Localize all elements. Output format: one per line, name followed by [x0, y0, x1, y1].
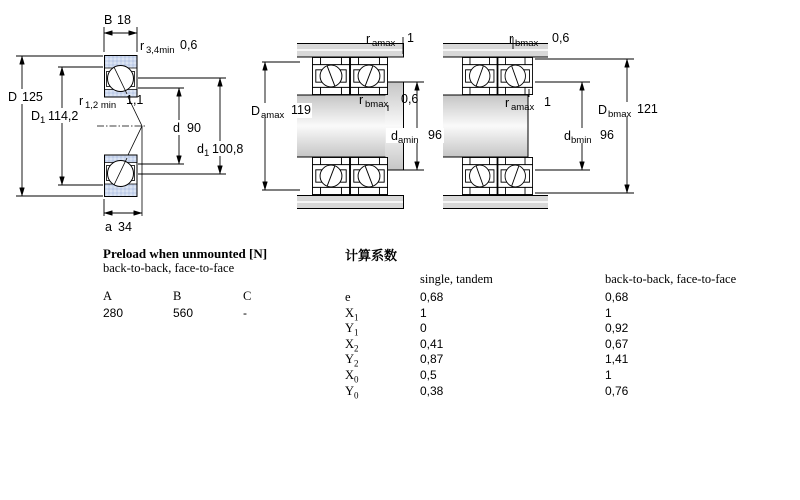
factor-label: $X_0$ — [345, 367, 359, 385]
dim-D1-label: D — [31, 109, 41, 123]
preload-col-A: A — [103, 289, 113, 303]
dim-Dbmax-label: D — [598, 103, 608, 117]
arrangement-a-drawing — [297, 43, 404, 209]
factors-table-title: 计算系数 — [345, 248, 398, 263]
dim-r34-value: 0,6 — [180, 38, 198, 52]
dim-Damax-sub: amax — [261, 110, 285, 121]
dim-r12-sub: 1,2 min — [85, 100, 117, 111]
factor-label: $X_2$ — [345, 336, 359, 354]
factor-value-single: 0,5 — [420, 367, 437, 382]
factor-value-btb: 0,92 — [605, 321, 629, 336]
dim-d1-label: d — [197, 142, 204, 156]
dim-rbmax-value: 0,6 — [552, 31, 570, 45]
dim-d1-sub: 1 — [204, 148, 210, 159]
dim-rbmax-label: r — [359, 93, 364, 107]
dim-rbmax-value: 0,6 — [401, 92, 419, 106]
dim-r34-sub: 3,4min — [146, 45, 175, 56]
dim-ramax-label: r — [366, 32, 371, 46]
factors-header-single: single, tandem — [420, 272, 493, 286]
dim-D-label: D — [8, 90, 18, 104]
factor-value-single: 1 — [420, 305, 427, 320]
factor-label: $Y_0$ — [345, 383, 359, 401]
dim-ramax-value: 1 — [407, 31, 414, 45]
dim-d-label: d — [173, 121, 180, 135]
dim-damin-sub: amin — [398, 135, 419, 146]
preload-value-A: 280 — [103, 306, 124, 320]
dim-D1-value: 114,2 — [48, 109, 79, 123]
left-bearing-section — [97, 56, 147, 217]
dim-B-value: 18 — [117, 13, 131, 27]
factor-value-single: 0,41 — [420, 336, 444, 351]
factor-value-single: 0 — [420, 321, 427, 336]
dim-rbmax-label: r — [509, 32, 514, 46]
bearing-drawings — [0, 0, 800, 245]
left-bearing-labels — [8, 13, 243, 234]
preload-value-B: 560 — [173, 306, 194, 320]
factor-value-btb: 1 — [605, 367, 612, 382]
preload-table — [103, 246, 313, 322]
arrangement-b-drawing — [443, 43, 548, 209]
dim-Dbmax-sub: bmax — [608, 109, 632, 120]
dim-Damax-label: D — [251, 104, 261, 118]
dim-dbmin-sub: bmin — [571, 135, 592, 146]
dim-r12-value: 1,1 — [126, 93, 144, 107]
factor-value-btb: 0,67 — [605, 336, 629, 351]
dim-B-label: B — [104, 13, 113, 27]
preload-table-title: Preload when unmounted [N] — [103, 246, 268, 261]
factor-label: $Y_1$ — [345, 321, 359, 338]
preload-col-B: B — [173, 289, 182, 303]
factor-label: $Y_2$ — [345, 352, 359, 369]
factor-value-btb: 0,68 — [605, 290, 629, 304]
factor-value-single: 0,38 — [420, 383, 444, 398]
preload-table-subtitle: back-to-back, face-to-face — [103, 261, 235, 275]
calculation-factors-table — [345, 248, 800, 399]
factor-value-single: 0,68 — [420, 290, 444, 304]
dim-D-value: 125 — [22, 90, 43, 104]
ball-top — [108, 66, 134, 92]
dim-d1-value: 100,8 — [212, 142, 244, 156]
dim-r12-label: r — [79, 94, 84, 108]
dim-damin-value: 96 — [428, 128, 442, 142]
dim-rbmax-sub: bmax — [365, 99, 389, 110]
dim-a-label: a — [105, 220, 112, 234]
dim-a-value: 34 — [118, 220, 132, 234]
factor-label: $X_1$ — [345, 305, 359, 323]
dim-r34-label: r — [140, 39, 145, 53]
dim-Dbmax-value: 121 — [637, 102, 658, 116]
dim-dbmin-label: d — [564, 129, 571, 143]
factor-value-btb: 1,41 — [605, 352, 629, 367]
dim-dbmin-value: 96 — [600, 128, 614, 142]
preload-value-C: - — [243, 306, 247, 320]
dim-ramax-sub: amax — [372, 38, 396, 49]
dim-Damax-value: 119 — [291, 103, 311, 117]
factor-label: e — [345, 290, 351, 304]
dim-rbmax-sub: bmax — [515, 38, 539, 49]
factor-value-btb: 0,76 — [605, 383, 629, 398]
dim-d-value: 90 — [187, 121, 201, 135]
preload-col-C: C — [243, 289, 252, 303]
factor-value-btb: 1 — [605, 305, 612, 320]
factors-header-btb: back-to-back, face-to-face — [605, 272, 737, 286]
ball-bottom — [108, 161, 134, 187]
dim-damin-label: d — [391, 129, 398, 143]
dim-ramax-sub: amax — [511, 102, 535, 113]
dim-ramax-label: r — [505, 96, 510, 110]
dim-ramax-value: 1 — [544, 95, 551, 109]
dim-D1-sub: 1 — [40, 115, 46, 126]
factor-value-single: 0,87 — [420, 352, 444, 367]
factors-header-spacer — [345, 271, 420, 288]
